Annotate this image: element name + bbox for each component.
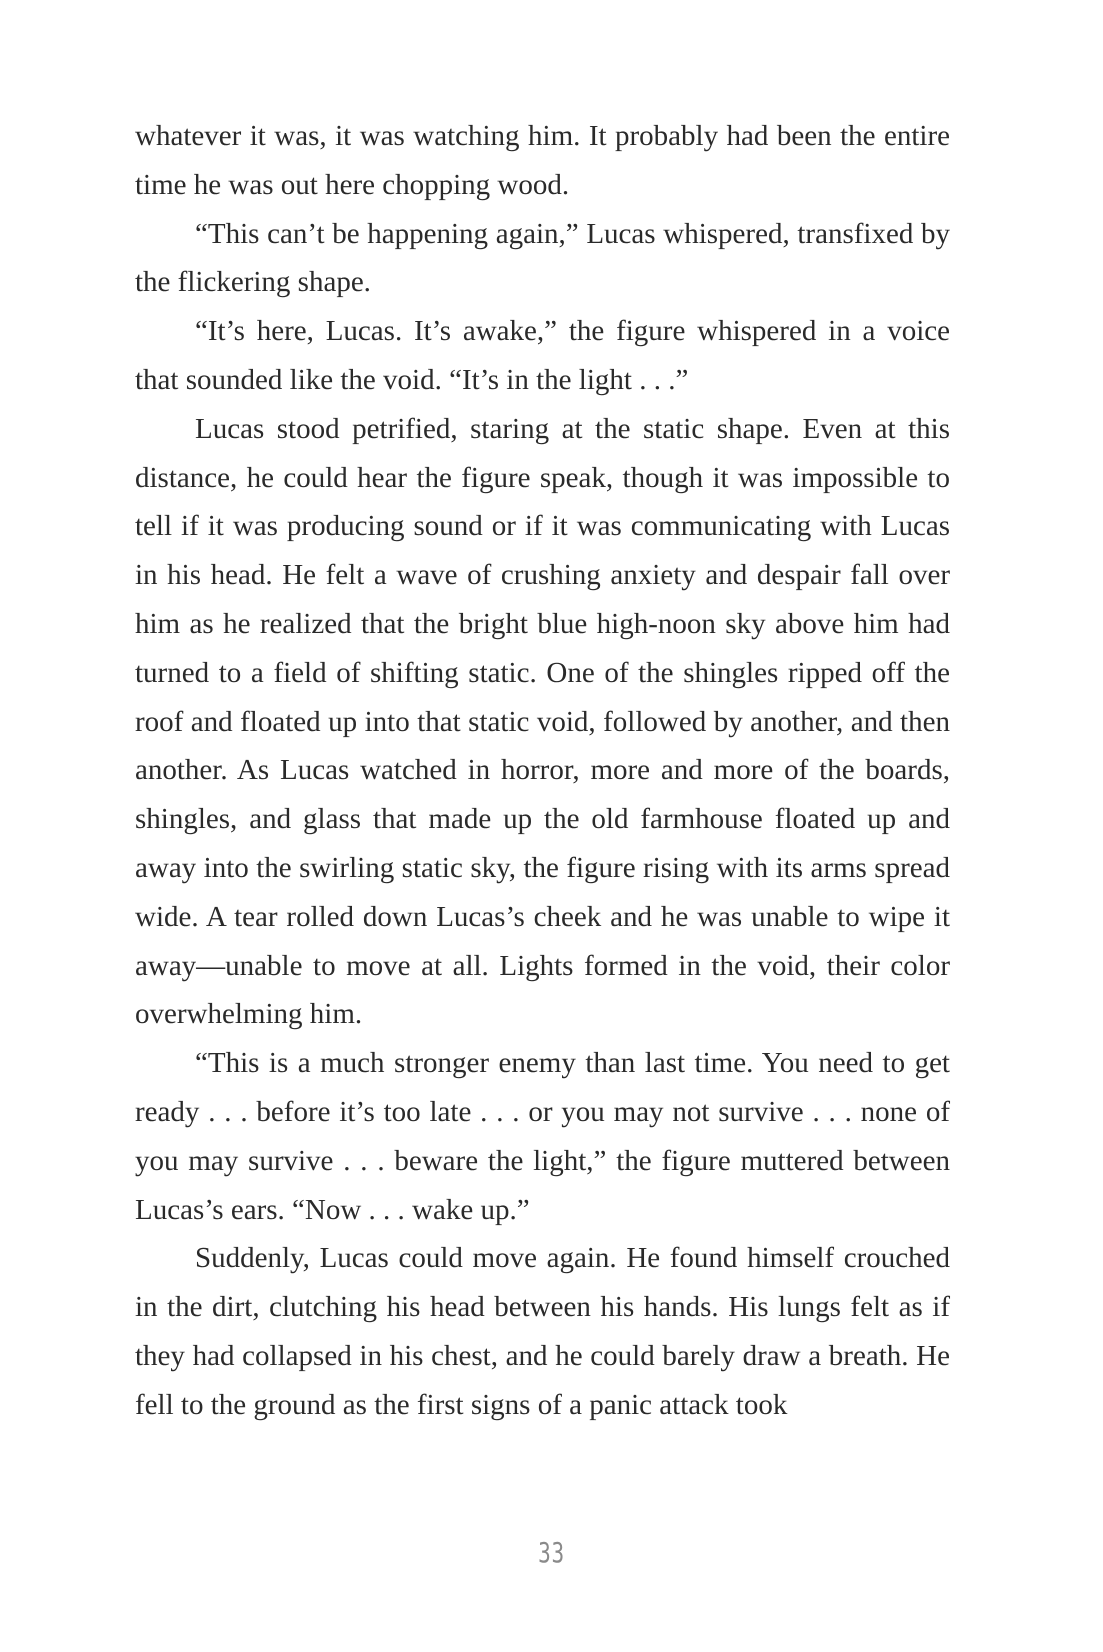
- body-text: [135, 112, 950, 1430]
- paragraph-dialogue-3: “This is a much stronger enemy than last time. You need to get ready . . . before it’s too late . . . or you may not survive . . . none of you may survive . . . beware the light,” the figure muttered between Lucas’s ears. “Now . . . wake up.”: [135, 1047, 950, 1226]
- paragraph-narrative-2: Suddenly, Lucas could move again. He found himself crouched in the dirt, clutching his head between his hands. His lungs felt as if they had collapsed in his chest, and he could barely draw a breath. He fell to the ground as the first signs of a panic attack took: [135, 1242, 950, 1421]
- paragraph-narrative-1: Lucas stood petrified, staring at the static shape. Even at this distance, he could hear the figure speak, though it was impossible to tell if it was producing sound or if it was communicating with Lucas in his head. He felt a wave of crushing anxiety and despair fall over him as he realized that the bright blue high-noon sky above him had turned to a field of shifting static. One of the shingles ripped off the roof and floated up into that static void, followed by another, and then another. As Lucas watched in horror, more and more of the boards, shingles, and glass that made up the old farmhouse floated up and away into the swirling static sky, the figure rising with its arms spread wide. A tear rolled down Lucas’s cheek and he was unable to wipe it away—unable to move at all. Lights formed in the void, their color overwhelming him.: [135, 412, 950, 1031]
- paragraph-dialogue-2: “It’s here, Lucas. It’s awake,” the figure whispered in a voice that sounded like the void. “It’s in the light . . .”: [135, 315, 950, 396]
- paragraph-dialogue-1: “This can’t be happening again,” Lucas whispered, transfixed by the flickering shape.: [135, 217, 950, 299]
- paragraph-continuation: whatever it was, it was watching him. It probably had been the entire time he was out here chopping wood.: [135, 120, 950, 201]
- page-number: 33: [538, 1536, 565, 1569]
